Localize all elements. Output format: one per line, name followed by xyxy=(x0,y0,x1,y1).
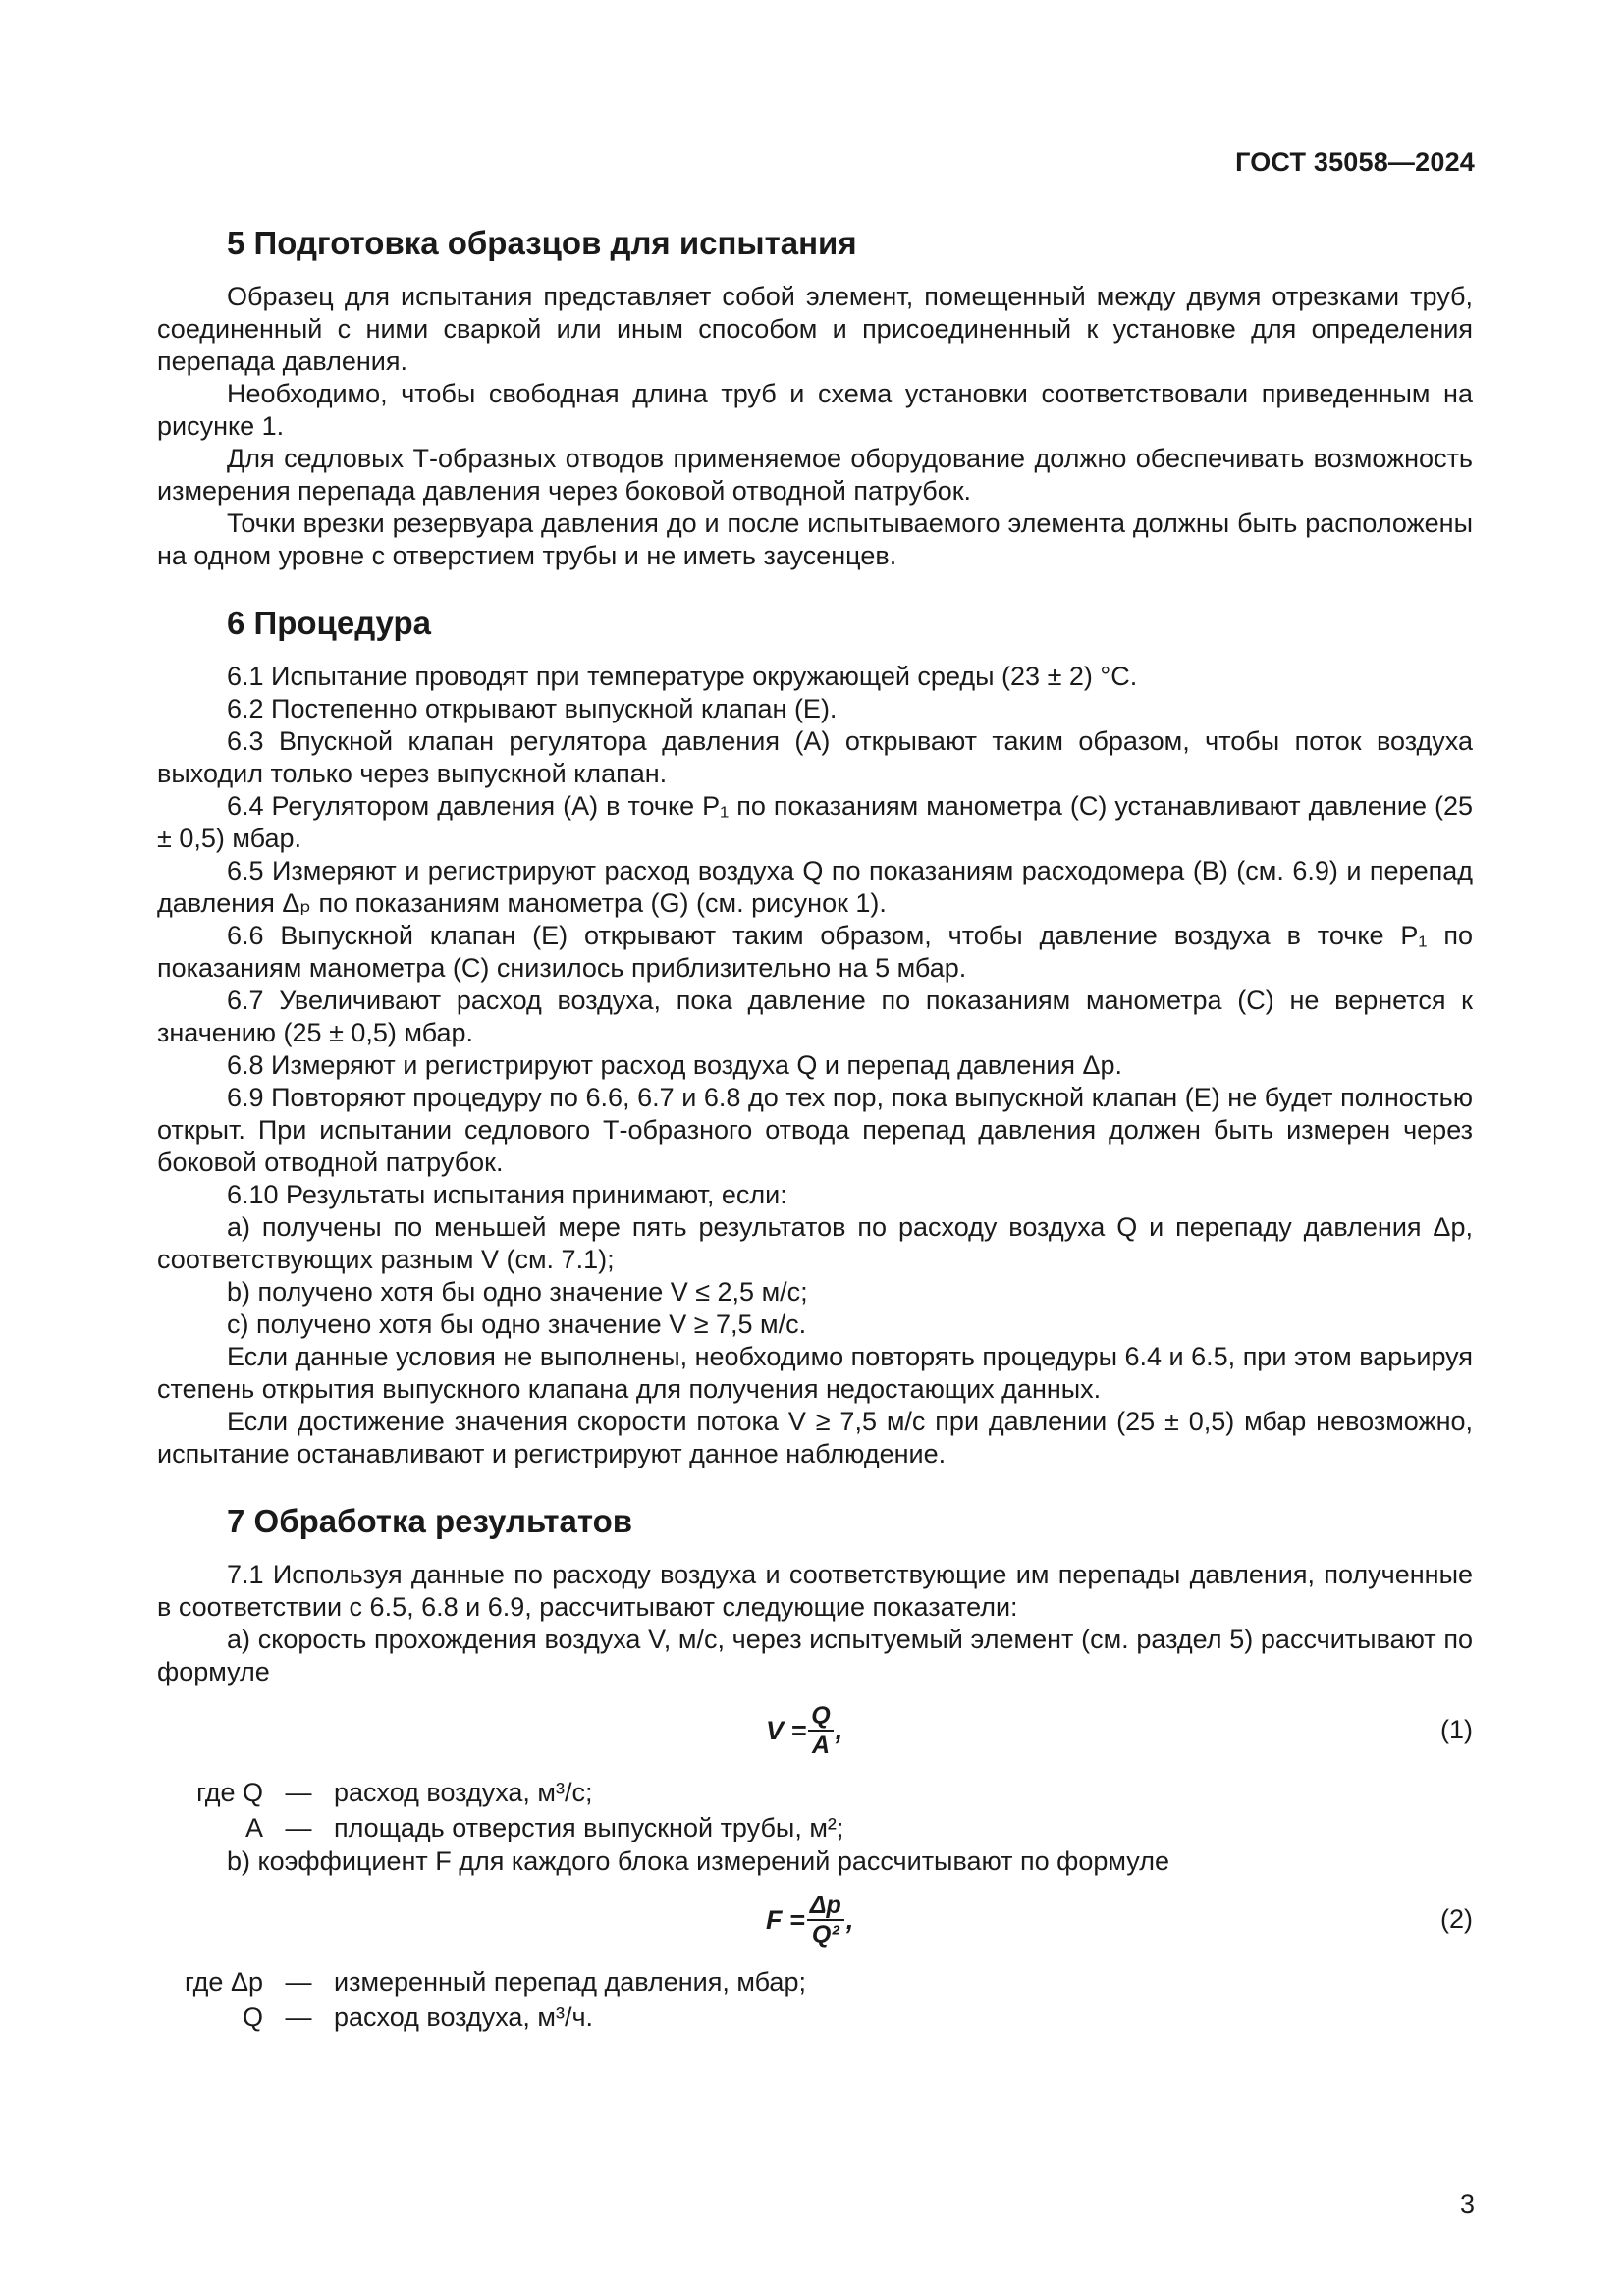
section-title: 7 Обработка результатов xyxy=(227,1503,633,1539)
section-6 xyxy=(157,604,1473,1470)
formula-fraction xyxy=(807,1892,844,1949)
where-line xyxy=(157,1810,1473,1845)
paragraph: 6.10 Результаты испытания принимают, если: xyxy=(227,1180,787,1209)
where-text: расход воздуха, м³/с; xyxy=(334,1778,593,1807)
where-dash: — xyxy=(285,2002,312,2032)
section-title: 5 Подготовка образцов для испытания xyxy=(227,225,857,261)
fraction-numerator: Δp xyxy=(807,1892,844,1921)
paragraph: Для седловых Т-образных отводов применяемое оборудование должно обеспечивать возможность измерения перепада давления через боковой отводной патрубок. xyxy=(157,444,1473,506)
paragraph: 6.3 Впускной клапан регулятора давления (A) открывают таким образом, чтобы поток воздуха выходил только через выпускной клапан. xyxy=(157,726,1473,788)
where-line xyxy=(157,2000,1473,2035)
formula-number: (2) xyxy=(1440,1904,1473,1934)
where-text: площадь отверстия выпускной трубы, м²; xyxy=(334,1813,844,1842)
paragraph: 6.4 Регулятором давления (A) в точке P₁ по показаниям манометра (C) устанавливают давление (25 ± 0,5) мбар. xyxy=(157,791,1473,853)
paragraph: 6.1 Испытание проводят при температуре окружающей среды (23 ± 2) °C. xyxy=(227,662,1138,691)
fraction-numerator: Q xyxy=(808,1702,833,1732)
where-dash: — xyxy=(285,1967,312,1997)
paragraph: 6.7 Увеличивают расход воздуха, пока давление по показаниям манометра (C) не вернется к значению (25 ± 0,5) мбар. xyxy=(157,986,1473,1047)
formula-fraction xyxy=(808,1702,833,1759)
section-7 xyxy=(157,1502,1473,2035)
where-dash: — xyxy=(285,1813,312,1842)
where-symbol: где Q xyxy=(196,1778,263,1807)
paragraph: Образец для испытания представляет собой элемент, помещенный между двумя отрезками труб, соединенный с ними сваркой или иным способом и присоединенный к установке для определения перепада давления. xyxy=(157,282,1473,376)
formula-expression xyxy=(766,1882,853,1958)
formula-number: (1) xyxy=(1440,1715,1473,1744)
paragraph: 6.6 Выпускной клапан (E) открывают таким образом, чтобы давление воздуха в точке P₁ по показаниям манометра (C) снизилось приблизительно на 5 мбар. xyxy=(157,921,1473,983)
fraction-denominator: A xyxy=(811,1732,831,1759)
paragraph: 6.2 Постепенно открывают выпускной клапан (E). xyxy=(227,694,838,723)
where-symbol: Q xyxy=(242,2002,263,2032)
formula-2 xyxy=(157,1882,1473,1958)
paragraph: b) коэффициент F для каждого блока измерений рассчитывают по формуле xyxy=(227,1846,1169,1876)
paragraph: 6.9 Повторяют процедуру по 6.6, 6.7 и 6.8 до тех пор, пока выпускной клапан (E) не будет полностью открыт. При испытании седлового Т-образного отвода перепад давления должен быть измерен через боковой отводной патрубок. xyxy=(157,1083,1473,1177)
paragraph: a) скорость прохождения воздуха V, м/с, через испытуемый элемент (см. раздел 5) рассчитывают по формуле xyxy=(157,1625,1473,1686)
section-title: 6 Процедура xyxy=(227,605,431,641)
paragraph: Если достижение значения скорости потока V ≥ 7,5 м/с при давлении (25 ± 0,5) мбар невозможно, испытание останавливают и регистрируют данное наблюдение. xyxy=(157,1407,1473,1468)
where-text: измеренный перепад давления, мбар; xyxy=(334,1967,806,1997)
paragraph: 7.1 Используя данные по расходу воздуха и соответствующие им перепады давления, полученные в соответствии с 6.5, 6.8 и 6.9, рассчитывают следующие показатели: xyxy=(157,1560,1473,1622)
paragraph: b) получено хотя бы одно значение V ≤ 2,5 м/с; xyxy=(227,1277,808,1307)
where-dash: — xyxy=(285,1778,312,1807)
where-symbol: A xyxy=(244,1813,263,1842)
formula-lhs: F = xyxy=(766,1904,805,1935)
where-line xyxy=(157,1775,1473,1810)
document-code: ГОСТ 35058—2024 xyxy=(1235,147,1475,177)
paragraph: a) получены по меньшей мере пять результатов по расходу воздуха Q и перепаду давления Δp, соответствующих разным V (см. 7.1); xyxy=(157,1212,1473,1274)
formula-tail: , xyxy=(845,1904,854,1935)
paragraph: Точки врезки резервуара давления до и после испытываемого элемента должны быть расположены на одном уровне с отверстием трубы и не иметь заусенцев. xyxy=(157,508,1473,570)
paragraph: Необходимо, чтобы свободная длина труб и схема установки соответствовали приведенным на рисунке 1. xyxy=(157,379,1473,441)
document-body xyxy=(157,224,1473,2035)
where-text: расход воздуха, м³/ч. xyxy=(334,2002,594,2032)
formula-1 xyxy=(157,1692,1473,1769)
paragraph: c) получено хотя бы одно значение V ≥ 7,5 м/с. xyxy=(227,1309,807,1339)
formula-lhs: V = xyxy=(766,1715,807,1745)
formula-expression xyxy=(766,1692,842,1769)
paragraph: 6.8 Измеряют и регистрируют расход воздуха Q и перепад давления Δp. xyxy=(227,1050,1123,1080)
paragraph: Если данные условия не выполнены, необходимо повторять процедуры 6.4 и 6.5, при этом варьируя степень открытия выпускного клапана для получения недостающих данных. xyxy=(157,1342,1473,1404)
page-number: 3 xyxy=(1459,2189,1475,2218)
fraction-denominator: Q² xyxy=(811,1921,839,1949)
paragraph: 6.5 Измеряют и регистрируют расход воздуха Q по показаниям расходомера (B) (см. 6.9) и перепад давления Δₚ по показаниям манометра (G) (см. рисунок 1). xyxy=(157,856,1473,918)
section-5 xyxy=(157,224,1473,572)
where-symbol: где Δp xyxy=(185,1967,263,1997)
where-line xyxy=(157,1964,1473,2000)
formula-tail: , xyxy=(835,1715,843,1745)
